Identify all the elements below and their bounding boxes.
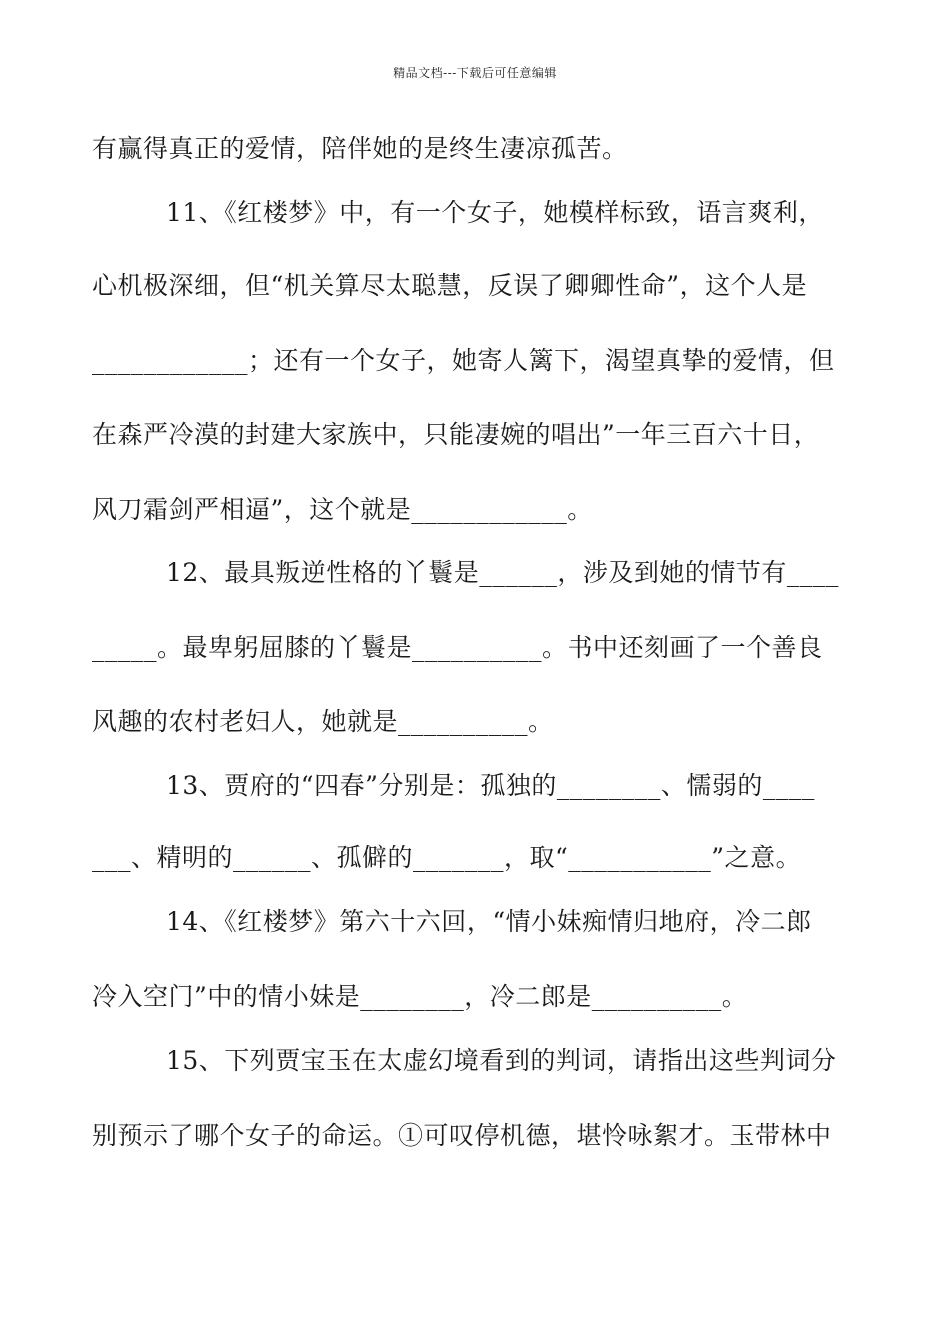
text-line: ___、精明的______、孤僻的_______，取“___________”之意。 (92, 843, 802, 872)
question-14-line: 14、《红楼梦》第六十六回，“情小妹痴情归地府，冷二郎 (166, 907, 812, 936)
text-line: 心机极深细，但“机关算尽太聪慧，反误了卿卿性命”，这个人是 (92, 271, 808, 300)
text-line: 风趣的农村老妇人，她就是__________。 (92, 707, 554, 736)
question-12-line: 12、最具叛逆性格的丫鬟是______，涉及到她的情节有____ (166, 558, 839, 587)
text-line: 风刀霜剑严相逼”，这个就是____________。 (92, 495, 593, 524)
text-line: 在森严冷漠的封建大家族中，只能凄婉的唱出”一年三百六十日， (92, 420, 820, 449)
text-line: 别预示了哪个女子的命运。①可叹停机德，堪怜咏絮才。玉带林中 (92, 1121, 832, 1150)
text-line: 有赢得真正的爱情，陪伴她的是终生凄凉孤苦。 (92, 134, 628, 163)
text-line: _____。最卑躬屈膝的丫鬟是__________。书中还刻画了一个善良 (92, 633, 823, 662)
text-line: 冷入空门”中的情小妹是________，冷二郎是__________。 (92, 982, 748, 1011)
text-line: ____________；还有一个女子，她寄人篱下，渴望真挚的爱情，但 (92, 346, 835, 375)
question-15-line: 15、下列贾宝玉在太虚幻境看到的判词，请指出这些判词分 (166, 1046, 837, 1075)
page-header: 精品文档---下载后可任意编辑 (393, 66, 557, 80)
question-13-line: 13、贾府的“四春”分别是：孤独的________、懦弱的____ (166, 771, 815, 800)
question-11-line: 11、《红楼梦》中，有一个女子，她模样标致，语言爽利， (166, 198, 824, 227)
